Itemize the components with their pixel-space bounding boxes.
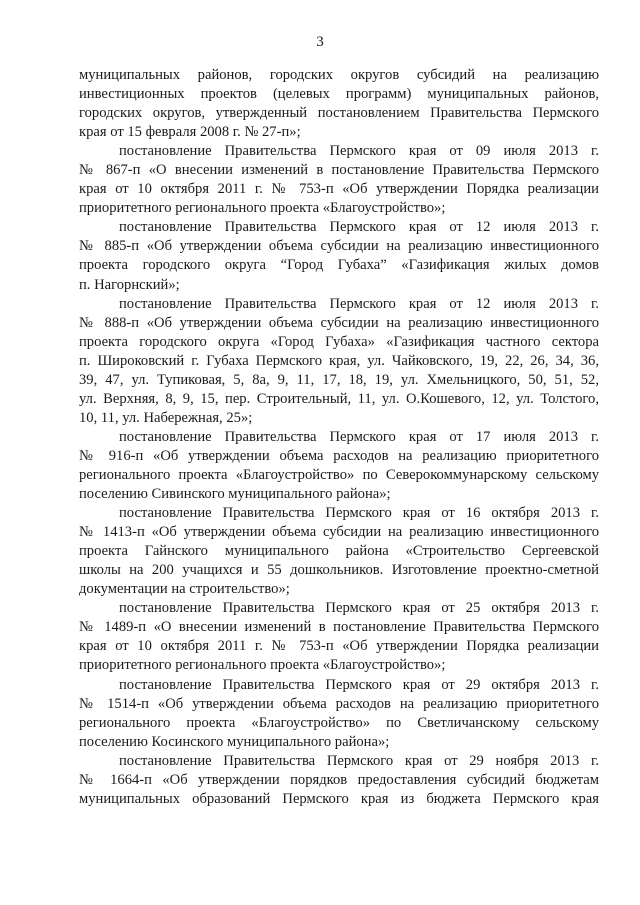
text-line: постановление Правительства Пермского края от 09 июля 2013 г.: [119, 143, 599, 160]
text-line: постановление Правительства Пермского края от 12 июля 2013 г.: [119, 219, 599, 236]
text-line: 10, 11, ул. Набережная, 25»;: [79, 409, 253, 426]
text-line: постановление Правительства Пермского края от 29 ноября 2013 г.: [119, 752, 599, 769]
text-line: документации на строительство»;: [79, 581, 290, 598]
text-line: постановление Правительства Пермского края от 16 октября 2013 г.: [119, 505, 599, 522]
text-line: постановление Правительства Пермского края от 12 июля 2013 г.: [119, 295, 599, 312]
text-line: края от 15 февраля 2008 г. № 27-п»;: [79, 124, 301, 141]
text-line: муниципальных районов, городских округов субсидий на реализацию: [79, 67, 599, 83]
text-line: № 1514-п «Об утверждении объема расходов на реализацию приоритетного: [79, 695, 599, 712]
text-line: № 888-п «Об утверждении объема субсидии на реализацию инвестиционного: [79, 314, 599, 331]
text-line: № 916-п «Об утверждении объема расходов на реализацию приоритетного: [79, 447, 599, 464]
text-line: постановление Правительства Пермского края от 25 октября 2013 г.: [119, 600, 599, 617]
text-line: поселению Сивинского муниципального района»;: [79, 486, 391, 503]
page-number: 3: [316, 34, 324, 50]
text-line: школы на 200 учащихся и 55 дошкольников. Изготовление проектно-сметной: [79, 562, 599, 579]
text-line: муниципальных образований Пермского края из бюджета Пермского края: [79, 790, 599, 807]
text-line: № 1489-п «О внесении изменений в постановление Правительства Пермского: [79, 619, 599, 636]
document-body: [79, 66, 599, 809]
text-line: приоритетного регионального проекта «Благоустройство»;: [79, 657, 446, 674]
text-line: проекта Гайнского муниципального района «Строительство Сергеевской: [79, 543, 599, 560]
text-line: регионального проекта «Благоустройство» по Северокоммунарскому сельскому: [79, 466, 599, 483]
text-line: проекта городского округа “Город Губаха” «Газификация жилых домов: [79, 257, 599, 274]
text-line: поселению Косинского муниципального района»;: [79, 733, 390, 750]
text-line: инвестиционных проектов (целевых программ) муниципальных районов,: [79, 86, 599, 103]
text-line: постановление Правительства Пермского края от 17 июля 2013 г.: [119, 428, 599, 445]
text-line: приоритетного регионального проекта «Благоустройство»;: [79, 200, 446, 217]
text-line: постановление Правительства Пермского края от 29 октября 2013 г.: [119, 676, 599, 693]
text-line: проекта городского округа «Город Губаха» «Газификация частного сектора: [79, 333, 599, 350]
text-line: края от 10 октября 2011 г. № 753-п «Об утверждении Порядка реализации: [79, 181, 599, 198]
text-line: края от 10 октября 2011 г. № 753-п «Об утверждении Порядка реализации: [79, 638, 599, 655]
text-line: № 1664-п «Об утверждении порядков предоставления субсидий бюджетам: [79, 771, 599, 788]
text-line: городских округов, утвержденный постановлением Правительства Пермского: [79, 105, 599, 122]
text-line: № 885-п «Об утверждении объема субсидии на реализацию инвестиционного: [79, 238, 599, 255]
text-line: № 867-п «О внесении изменений в постановление Правительства Пермского: [79, 162, 599, 179]
text-line: 39, 47, ул. Тупиковая, 5, 8а, 9, 11, 17, 18, 19, ул. Хмельницкого, 50, 51, 52,: [79, 371, 599, 388]
text-line: регионального проекта «Благоустройство» по Светличанскому сельскому: [79, 714, 599, 731]
text-line: п. Широковский г. Губаха Пермского края, ул. Чайковского, 19, 22, 26, 34, 36,: [79, 352, 599, 369]
text-line: ул. Верхняя, 8, 9, 15, пер. Строительный, 11, ул. О.Кошевого, 12, ул. Толстого,: [79, 390, 599, 407]
text-line: № 1413-п «Об утверждении объема субсидии на реализацию инвестиционного: [79, 524, 599, 541]
text-line: п. Нагорнский»;: [79, 276, 180, 293]
